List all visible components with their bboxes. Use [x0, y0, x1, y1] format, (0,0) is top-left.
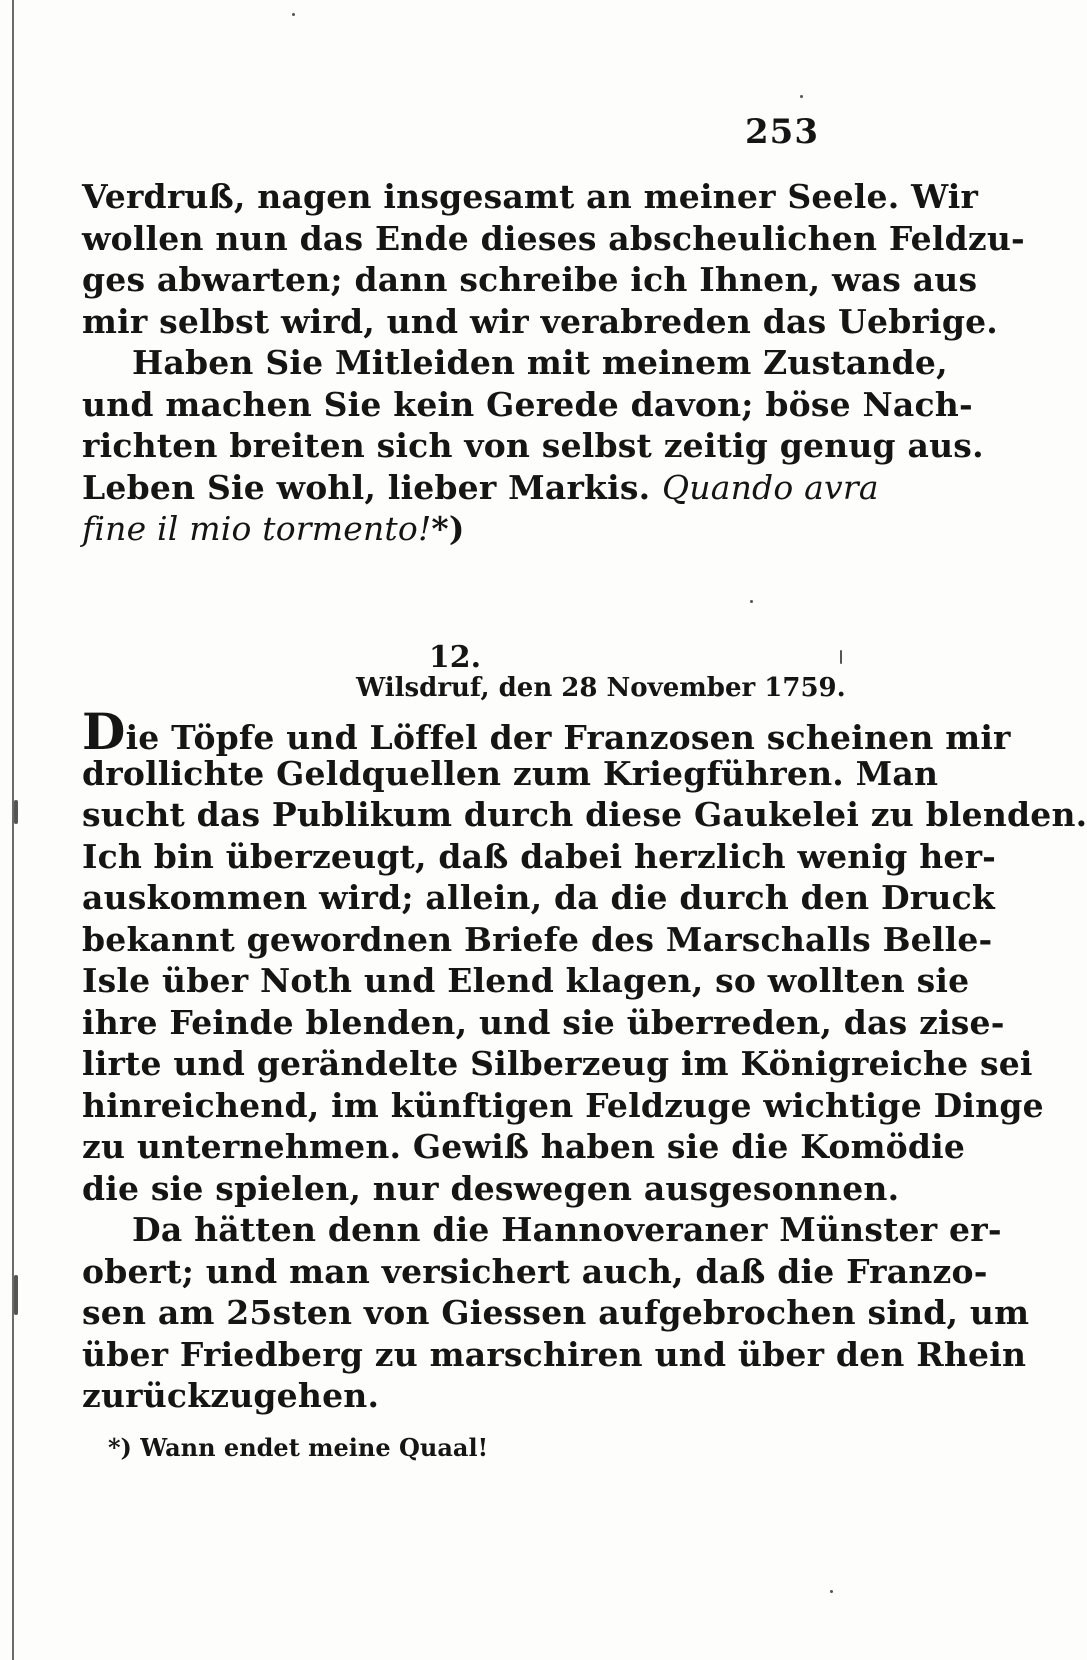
text-line: zurückzugehen.	[82, 1376, 380, 1415]
letter-11-ending	[82, 176, 1025, 550]
text-line: und machen Sie kein Gerede davon; böse Nach-	[82, 384, 973, 424]
letter-dateline: Wilsdruf, den 28 November 1759.	[356, 673, 846, 703]
paper-speck	[800, 95, 803, 98]
text-line: Isle über Noth und Elend klagen, so wollten sie	[82, 961, 970, 1000]
drop-cap: D	[82, 702, 126, 761]
text-line: die sie spielen, nur deswegen ausgesonnen.	[82, 1168, 900, 1208]
footnote: *) Wann endet meine Quaal!	[108, 1433, 489, 1462]
text-line-with-quote	[82, 467, 879, 509]
closing-text: Leben Sie wohl, lieber Markis.	[82, 467, 651, 507]
paper-speck	[750, 600, 753, 603]
letter-number: 12.	[428, 640, 482, 675]
text-line: bekannt gewordnen Briefe des Marschalls Belle-	[82, 919, 993, 959]
page-number: 253	[745, 112, 819, 152]
page-binding-edge	[12, 0, 14, 1660]
first-line-with-dropcap	[82, 702, 1011, 761]
text-line: Verdruß, nagen insgesamt an meiner Seele. Wir	[82, 177, 979, 216]
text-line: drollichte Geldquellen zum Kriegführen. Man	[82, 753, 939, 793]
text-line: Haben Sie Mitleiden mit meinem Zustande,	[132, 343, 948, 382]
footnote-marker: *)	[431, 509, 465, 548]
text-line: über Friedberg zu marschiren und über den Rhein	[82, 1334, 1027, 1374]
text-line: hinreichend, im künftigen Feldzuge wichtige Dinge	[82, 1085, 1044, 1125]
italian-quote-part-2: fine il mio tormento!	[82, 509, 432, 548]
text-line: Ich bin überzeugt, daß dabei herzlich wenig her-	[82, 836, 997, 876]
text-line: obert; und man versichert auch, daß die Franzo-	[82, 1251, 988, 1291]
paper-speck	[830, 1590, 833, 1593]
paper-speck	[292, 13, 295, 16]
text-line-quote-end	[82, 508, 816, 550]
text-line: ges abwarten; dann schreibe ich Ihnen, was aus	[82, 260, 978, 299]
italian-quote-part-1: Quando avra	[662, 467, 879, 507]
text-line: sucht das Publikum durch diese Gaukelei zu blenden.	[82, 795, 1087, 834]
text-line: lirte und gerändelte Silberzeug im Königreiche sei	[82, 1044, 1033, 1083]
text-line: mir selbst wird, und wir verabreden das Uebrige.	[82, 301, 998, 341]
paper-speck	[14, 800, 18, 824]
letter-12-body	[82, 702, 1087, 1417]
text-line: zu unternehmen. Gewiß haben sie die Komödie	[82, 1127, 966, 1166]
text-line: wollen nun das Ende dieses abscheulichen Feldzu-	[82, 218, 1025, 258]
paper-speck	[14, 1275, 18, 1315]
text-line: richten breiten sich von selbst zeitig genug aus.	[82, 426, 984, 465]
text-line: ihre Feinde blenden, und sie überreden, das zise-	[82, 1002, 1005, 1042]
text-line: auskommen wird; allein, da die durch den Druck	[82, 878, 995, 917]
text-line: sen am 25sten von Giessen aufgebrochen sind, um	[82, 1293, 1030, 1332]
first-line-text: ie Töpfe und Löffel der Franzosen scheinen mir	[125, 718, 1011, 757]
text-line: Da hätten denn die Hannoveraner Münster er-	[132, 1210, 1002, 1249]
